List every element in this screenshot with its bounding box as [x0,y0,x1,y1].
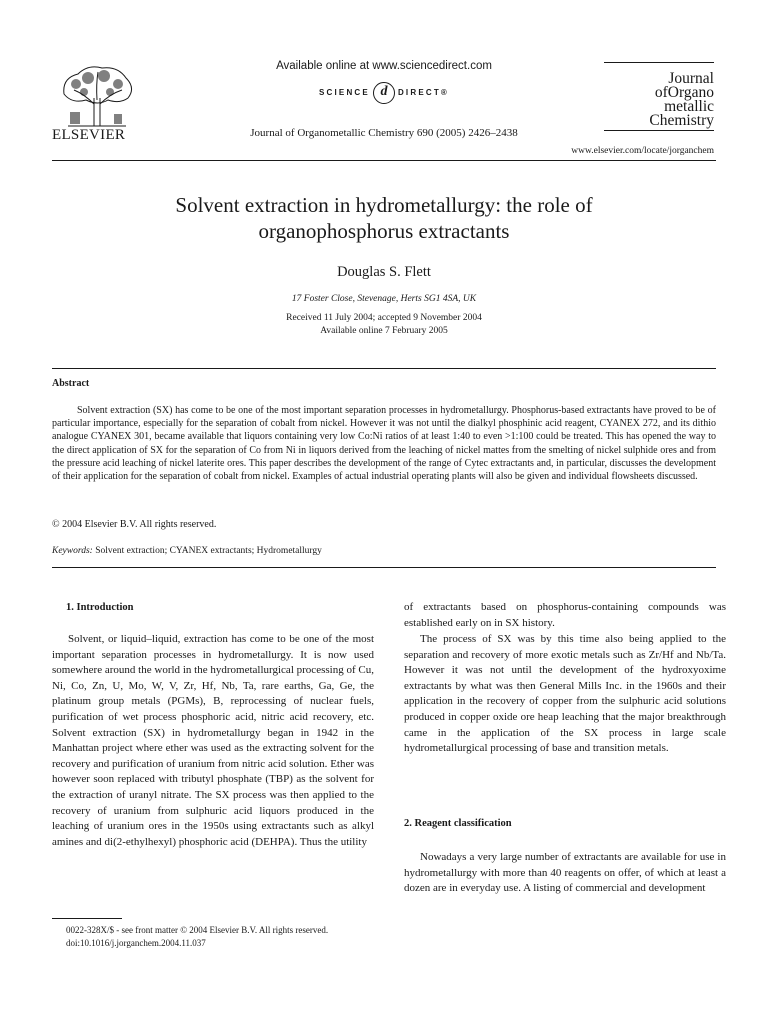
available-date: Available online 7 February 2005 [320,326,448,336]
abstract-bottom-divider [52,567,716,568]
abstract-body: Solvent extraction (SX) has come to be one of the most important separation processes in hydrometallurgy. Phosphorus-based extractants have proved to be of particular importance, especially for the separation of cobalt from nickel. However it was not until the dialkyl phosphinic acid reagent, CYANEX 272, and its dithio analogue CYANEX 301, became available that liquors containing very low Co:Ni ratios of at least 1:40 to even >1:100 could be treated. This has opened the way to the direct application of SX for the separation of Co from Ni in liquors derived from the leaching of nickel mattes from the smelting of nickel sulphide ores and from the pressure acid leaching of nickel laterite ores. This paper describes the development of the range of Cytec extractants and, in particular, discusses the development of their application for the separation of cobalt from nickel. Examples of actual industrial operating plants will also be given and individual flowsheets discussed. [52,405,716,483]
journal-citation: Journal of Organometallic Chemistry 690 (2005) 2426–2438 [250,127,518,139]
footnote [66,924,328,950]
keywords-label: Keywords: [52,546,93,556]
sciencedirect-at-icon: d [373,82,395,104]
section-heading-reagent-classification: 2. Reagent classification [404,818,512,829]
publisher-name: ELSEVIER [52,127,126,143]
journal-logo-line: Chemistry [649,112,714,129]
article-title-line: Solvent extraction in hydrometallurgy: the role of [175,193,593,217]
keywords-list: Solvent extraction; CYANEX extractants; Hydrometallurgy [95,546,322,556]
abstract-copyright: © 2004 Elsevier B.V. All rights reserved. [52,519,217,530]
keywords [52,546,322,556]
header-divider [52,160,716,161]
received-date: Received 11 July 2004; accepted 9 November 2004 [286,313,482,323]
abstract-heading: Abstract [52,378,90,389]
available-online-text: Available online at www.sciencedirect.com [276,60,492,72]
journal-logo-rule-top [604,62,714,63]
paragraph: Nowadays a very large number of extractants are available for use in hydrometallurgy with more than 40 reagents on offer, of which at least a dozen are in everyday use. A listing of commercial and development [404,851,726,895]
paragraph: of extractants based on phosphorus-containing compounds was established early on in SX history. [404,601,726,629]
journal-logo-rule-bottom [604,130,714,131]
footnote-front-matter: 0022-328X/$ - see front matter © 2004 Elsevier B.V. All rights reserved. [66,925,329,935]
article-dates [0,312,768,338]
journal-url[interactable]: www.elsevier.com/locate/jorganchem [571,146,714,156]
journal-logo-line: Journal [668,70,714,87]
sciencedirect-left-text: SCIENCE [318,88,370,98]
footnote-doi[interactable]: doi:10.1016/j.jorganchem.2004.11.037 [66,938,206,948]
sciencedirect-right-text: DIRECT® [397,88,450,98]
author-affiliation: 17 Foster Close, Stevenage, Herts SG1 4SA, UK [291,294,477,304]
paragraph: The process of SX was by this time also being applied to the separation and recovery of more exotic metals such as Zr/Hf and Nb/Ta. However it was not until the development of the hydroxyoxime extractants by what was then General Mills Inc. in the 1960s and their application in the recovery of copper from the sulphuric acid solutions produced in copper oxide ore heap leaching that the major breakthrough came in the application of the SX process in large scale hydrometallurgical processing of base and transition metals. [404,633,726,755]
journal-logo [649,72,714,128]
section-heading-introduction: 1. Introduction [66,602,134,613]
article-title-line: organophosphorus extractants [258,219,510,243]
journal-logo-line: metallic [664,98,714,115]
article-title [0,192,768,244]
footnote-rule [52,918,122,919]
abstract-top-divider [52,368,716,369]
journal-logo-line: ofOrgano [654,84,714,101]
author-name: Douglas S. Flett [337,264,431,280]
paragraph: Solvent, or liquid–liquid, extraction has come to be one of the most important separation processes in hydrometallurgy. It is now used somewhere around the world in the hydrometallurgical processing of Cu, Ni, Co, Zn, U, Mo, W, V, Zr, Hf, Nb, Ta, rare earths, Ga, Ge, the platinum group metals (PGMs), B, reprocessing of nuclear fuels, purification of wet process phosphoric acid, nitric acid recovery, etc. Solvent extraction (SX) in hydrometallurgy began in 1942 in the Manhattan project where ether was used as the extracting solvent for the recovery and purification of uranium from nitric acid solution. Ether was however soon replaced with tributyl phosphate (TBP) as the solvent for the extraction of uranyl nitrate. The SX process was then applied to the recovery of uranium from sulphuric acid liquors produced in the leaching of uranium ores in the 1950s using extractants such as alkyl amines and di(2-ethylhexyl) phosphoric acid (DEHPA). Thus the utility [52,633,374,848]
